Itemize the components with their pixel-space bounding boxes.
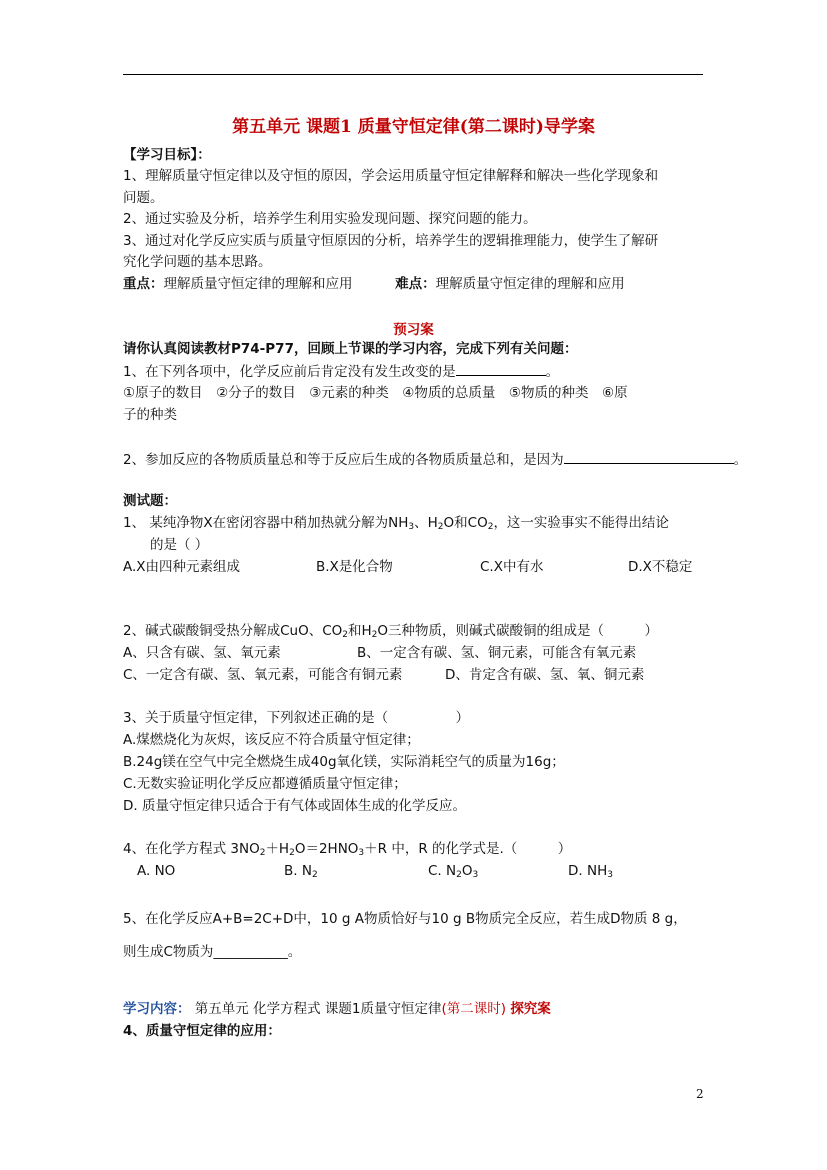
q4-part: O＝2HNO — [294, 841, 359, 857]
answer-blank[interactable] — [564, 450, 734, 464]
q1-part: 、H — [414, 515, 438, 531]
option-text: O — [461, 863, 473, 879]
subscript: 2 — [311, 870, 318, 880]
page-title: 第五单元 课题1 质量守恒定律(第二课时)导学案 — [232, 117, 595, 137]
subscript: 2 — [259, 848, 266, 858]
test-4-option-d[interactable] — [568, 862, 613, 880]
subscript: 2 — [437, 522, 444, 532]
test-1-option-b[interactable]: B.X是化合物 — [316, 559, 393, 575]
preview-heading: 预习案 — [393, 322, 434, 338]
key-text: 理解质量守恒定律的理解和应用 — [163, 276, 353, 292]
subscript: 3 — [408, 522, 415, 532]
q4-part: 4、在化学方程式 3NO — [123, 841, 260, 857]
header-rule — [123, 74, 703, 75]
test-heading: 测试题： — [123, 493, 177, 509]
key-label: 重点： — [123, 276, 164, 292]
study-red-bold: 探究案 — [510, 1001, 551, 1017]
test-question-5-cont — [123, 943, 301, 961]
preview-question-2-text: 2、参加反应的各物质质量总和等于反应后生成的各物质质量总和，是因为 — [123, 452, 564, 468]
preview-question-2 — [123, 450, 747, 469]
objectives-heading: 【学习目标】： — [123, 147, 211, 163]
objective-2: 2、通过实验及分析，培养学生利用实验发现问题、探究问题的能力。 — [123, 211, 537, 227]
subscript: 2 — [371, 630, 378, 640]
test-question-5: 5、在化学反应A+B=2C+D中，10 g A物质恰好与10 g B物质完全反应，若生成D物质 8 g， — [123, 911, 687, 927]
q4-part: ＋R 中，R 的化学式是.（ ） — [364, 841, 572, 857]
test-question-1-cont: 的是（ ） — [150, 537, 209, 553]
q2-part: O三种物质，则碱式碳酸铜的组成是（ ） — [377, 623, 659, 639]
subscript: 3 — [472, 870, 479, 880]
test-2-option-d[interactable]: D、肯定含有碳、氢、氧、铜元素 — [445, 667, 645, 683]
study-text: 第五单元 化学方程式 课题1质量守恒定律 — [194, 1001, 442, 1017]
objective-3: 3、通过对化学反应实质与质量守恒原因的分析，培养学生的逻辑推理能力，使学生了解研 — [123, 233, 659, 249]
q1-part: ，这一实验事实不能得出结论 — [493, 515, 669, 531]
answer-blank[interactable]: ___________ — [213, 944, 288, 960]
preview-question-1-options: ①原子的数目 ②分子的数目 ③元素的种类 ④物质的总质量 ⑤物质的种类 ⑥原 — [123, 385, 628, 401]
test-question-3: 3、关于质量守恒定律，下列叙述正确的是（ ） — [123, 710, 470, 726]
test-question-2 — [123, 622, 658, 640]
preview-question-1 — [123, 362, 559, 381]
study-label: 学习内容： — [123, 1001, 191, 1017]
objective-1: 1、理解质量守恒定律以及守恒的原因，学会运用质量守恒定律解释和解决一些化学现象和 — [123, 168, 659, 184]
test-3-option-b[interactable]: B.24g镁在空气中完全燃烧生成40g氧化镁，实际消耗空气的质量为16g； — [123, 754, 565, 770]
test-4-option-c[interactable] — [428, 862, 478, 880]
option-text: B. N — [284, 863, 312, 879]
option-text: C. N — [428, 863, 457, 879]
subscript: 2 — [289, 848, 295, 858]
preview-question-1-options-cont: 子的种类 — [123, 407, 177, 423]
test-1-option-d[interactable]: D.X不稳定 — [628, 559, 693, 575]
difficulty-label: 难点： — [395, 276, 436, 292]
subscript: 3 — [358, 848, 365, 858]
test-question-1 — [123, 514, 669, 532]
preview-instruction: 请你认真阅读教材P74-P77，回顾上节课的学习内容，完成下列有关问题： — [123, 341, 578, 357]
subscript: 2 — [456, 870, 462, 880]
period: 。 — [287, 944, 302, 960]
option-text: D. NH — [568, 863, 608, 879]
test-1-option-c[interactable]: C.X中有水 — [480, 559, 544, 575]
objective-1-cont: 问题。 — [123, 190, 164, 206]
subscript: 2 — [487, 522, 494, 532]
test-3-option-d[interactable]: D. 质量守恒定律只适合于有气体或固体生成的化学反应。 — [123, 798, 466, 814]
period: 。 — [545, 364, 560, 380]
page-number: 2 — [696, 1087, 704, 1101]
test-2-option-a[interactable]: A、只含有碳、氢、氧元素 — [123, 645, 281, 661]
objective-3-cont: 究化学问题的基本思路。 — [123, 254, 272, 270]
preview-question-1-text: 1、在下列各项中，化学反应前后肯定没有发生改变的是 — [123, 364, 456, 380]
q1-part: 1、 某纯净物X在密闭容器中稍加热就分解为NH — [123, 515, 409, 531]
key-difficulty-line — [123, 275, 625, 293]
study-content-line — [123, 1000, 551, 1018]
q5-part: 则生成C物质为 — [123, 944, 214, 960]
test-4-option-a[interactable]: A. NO — [137, 863, 176, 879]
answer-blank[interactable] — [456, 362, 546, 376]
difficulty-text: 理解质量守恒定律的理解和应用 — [435, 276, 625, 292]
test-4-option-b[interactable] — [284, 862, 318, 880]
subscript: 2 — [342, 630, 348, 640]
q2-part: 2、碱式碳酸铜受热分解成CuO、CO — [123, 623, 343, 639]
study-red-text: (第二课时) — [441, 1001, 507, 1017]
test-1-option-a[interactable]: A.X由四种元素组成 — [123, 559, 241, 575]
test-3-option-a[interactable]: A.煤燃烧化为灰烬，该反应不符合质量守恒定律； — [123, 732, 420, 748]
q4-part: ＋H — [265, 841, 290, 857]
period: 。 — [733, 452, 748, 468]
q2-part: 和H — [347, 623, 372, 639]
test-2-option-c[interactable]: C、一定含有碳、氢、氧元素，可能含有铜元素 — [123, 667, 403, 683]
test-3-option-c[interactable]: C.无数实验证明化学反应都遵循质量守恒定律； — [123, 776, 407, 792]
q1-part: O和CO — [443, 515, 488, 531]
test-2-option-b[interactable]: B、一定含有碳、氢、铜元素，可能含有氧元素 — [357, 645, 637, 661]
subscript: 3 — [607, 870, 613, 880]
section-4-heading: 4、质量守恒定律的应用： — [123, 1023, 281, 1039]
test-question-4 — [123, 840, 571, 858]
